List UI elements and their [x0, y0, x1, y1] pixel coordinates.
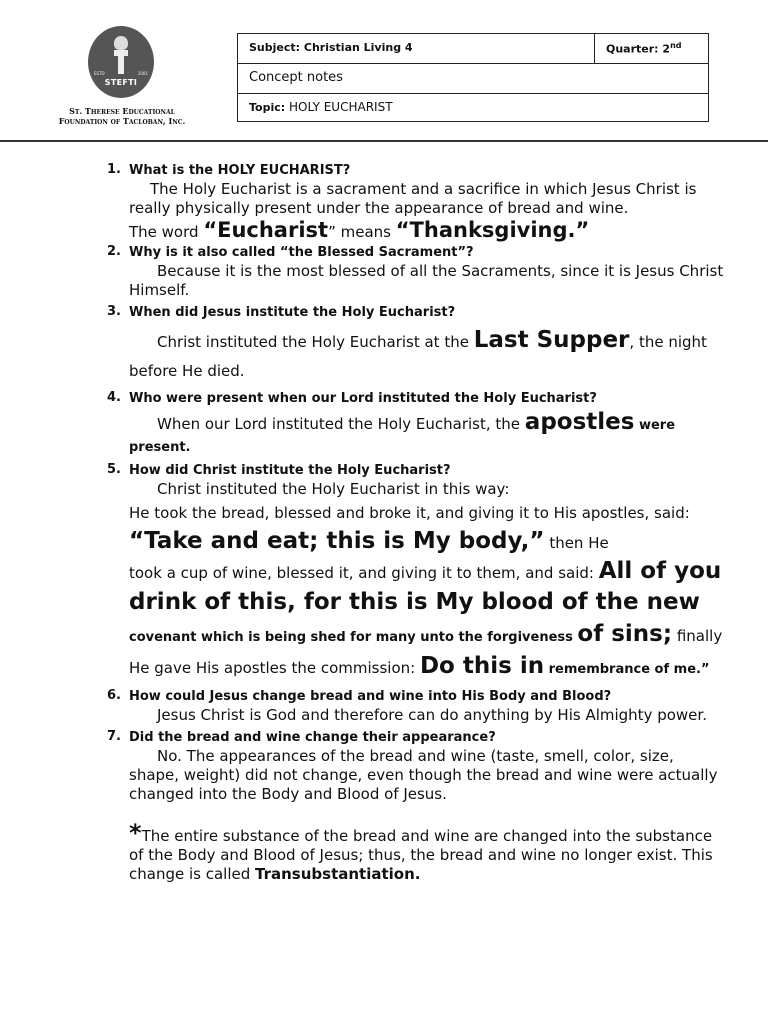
answer-6-text: Jesus Christ is God and therefore can do anything by His Almighty power. — [157, 706, 707, 724]
answer-text: , the night before He died. — [129, 333, 707, 380]
question-2 — [0, 242, 768, 262]
subject-value: Christian Living 4 — [303, 41, 413, 54]
logo-est-year: 2001 — [137, 71, 148, 76]
question-number: 7. — [107, 729, 121, 744]
question-7 — [0, 727, 768, 747]
document-header — [0, 0, 768, 140]
quarter-suffix: nd — [670, 41, 682, 50]
question-number: 5. — [107, 462, 121, 477]
subject-cell — [238, 34, 595, 63]
question-number: 4. — [107, 390, 121, 405]
question-4 — [0, 388, 768, 408]
question-number: 1. — [107, 162, 121, 177]
question-number: 2. — [107, 244, 121, 259]
topic-cell — [238, 94, 708, 122]
emphasis-do-this-in: Do this in — [419, 653, 545, 679]
answer-5-bread — [0, 499, 768, 557]
answer-text: took a cup of wine, blessed it, and giving it to them, and said: — [129, 564, 599, 582]
quarter-value: 2 — [662, 42, 671, 56]
answer-3-text — [0, 326, 768, 386]
emphasis-take-and-eat: “Take and eat; this is My body,” — [129, 528, 545, 554]
emphasis-drink-of-this: All of you drink of this, for this is My blood of the new — [129, 558, 722, 615]
quarter-cell — [595, 34, 708, 63]
question-3 — [0, 302, 768, 322]
question-text: What is the HOLY EUCHARIST? — [129, 163, 351, 178]
header-divider — [0, 140, 768, 142]
emphasis-thanksgiving: “Thanksgiving.” — [395, 218, 590, 242]
info-table — [237, 33, 709, 122]
answer-text: When our Lord instituted the Holy Eucharist, the — [157, 415, 525, 433]
subject-label: Subject: — [249, 41, 301, 54]
answer-text: The word — [129, 223, 204, 241]
answer-bold-text: covenant which is being shed for many unto the forgiveness — [129, 630, 578, 645]
qa-content — [0, 160, 768, 884]
emphasis-apostles: apostles — [524, 409, 635, 435]
answer-4-text — [0, 408, 768, 458]
answer-1-text: The Holy Eucharist is a sacrament and a sacrifice in which Jesus Christ is really physically present under the appearance of bread and wine. — [129, 180, 697, 217]
concept-notes: Concept notes — [238, 64, 708, 94]
question-text: Why is it also called “the Blessed Sacrament”? — [129, 245, 474, 260]
question-text: Did the bread and wine change their appearance? — [129, 730, 496, 745]
question-text: How did Christ institute the Holy Eucharist? — [129, 463, 451, 478]
answer-1-meaning — [0, 218, 768, 242]
question-6 — [0, 686, 768, 706]
answer-text: then He — [544, 534, 609, 552]
answer-bold-text: were present. — [129, 418, 676, 455]
school-logo — [88, 26, 154, 98]
asterisk-icon: * — [129, 819, 142, 847]
school-name — [40, 106, 204, 126]
logo-est-label: ESTD — [94, 71, 105, 76]
emphasis-of-sins: of sins; — [577, 621, 673, 647]
transubstantiation-term: Transubstantiation. — [255, 865, 421, 883]
answer-text: finally He gave His apostles the commission: — [129, 627, 723, 677]
topic-value: HOLY EUCHARIST — [289, 100, 393, 114]
question-5 — [0, 460, 768, 480]
info-row-subject — [238, 34, 708, 64]
school-name-line2: Foundation of Tacloban, Inc. — [58, 116, 186, 126]
answer-5-intro: Christ instituted the Holy Eucharist in this way: — [157, 480, 510, 498]
school-name-line1: St. Therese Educational — [69, 106, 175, 116]
logo-name: STEFTI — [104, 78, 138, 87]
topic-label: Topic: — [249, 101, 286, 114]
question-text: When did Jesus institute the Holy Eucharist? — [129, 305, 456, 320]
answer-text: Christ instituted the Holy Eucharist at the — [157, 333, 474, 351]
answer-5-wine — [0, 557, 768, 684]
answer-7-text: No. The appearances of the bread and wine (taste, smell, color, size, shape, weight) did not change, even though the bread and wine were actually changed into the Body and Blood of Jesus. — [129, 747, 718, 803]
answer-bold-text: remembrance of me.” — [544, 662, 710, 677]
answer-2-text: Because it is the most blessed of all the Sacraments, since it is Jesus Christ Himself. — [129, 262, 724, 299]
torch-icon — [112, 36, 130, 74]
question-text: How could Jesus change bread and wine into His Body and Blood? — [129, 689, 612, 704]
question-number: 3. — [107, 304, 121, 319]
quarter-label: Quarter: — [606, 42, 659, 56]
question-number: 6. — [107, 688, 121, 703]
answer-text: ” means — [328, 223, 396, 241]
note-text: The entire substance of the bread and wine are changed into the substance of the Body and Blood of Jesus; thus, the bread and wine no longer exist. This change is called — [129, 827, 713, 883]
question-text: Who were present when our Lord instituted the Holy Eucharist? — [129, 391, 597, 406]
emphasis-last-supper: Last Supper — [473, 327, 630, 353]
answer-text: He took the bread, blessed and broke it, and giving it to His apostles, said: — [129, 504, 690, 522]
emphasis-eucharist: “Eucharist — [203, 218, 329, 242]
transubstantiation-note — [0, 819, 768, 884]
question-1 — [0, 160, 768, 180]
logo-established — [94, 71, 148, 76]
